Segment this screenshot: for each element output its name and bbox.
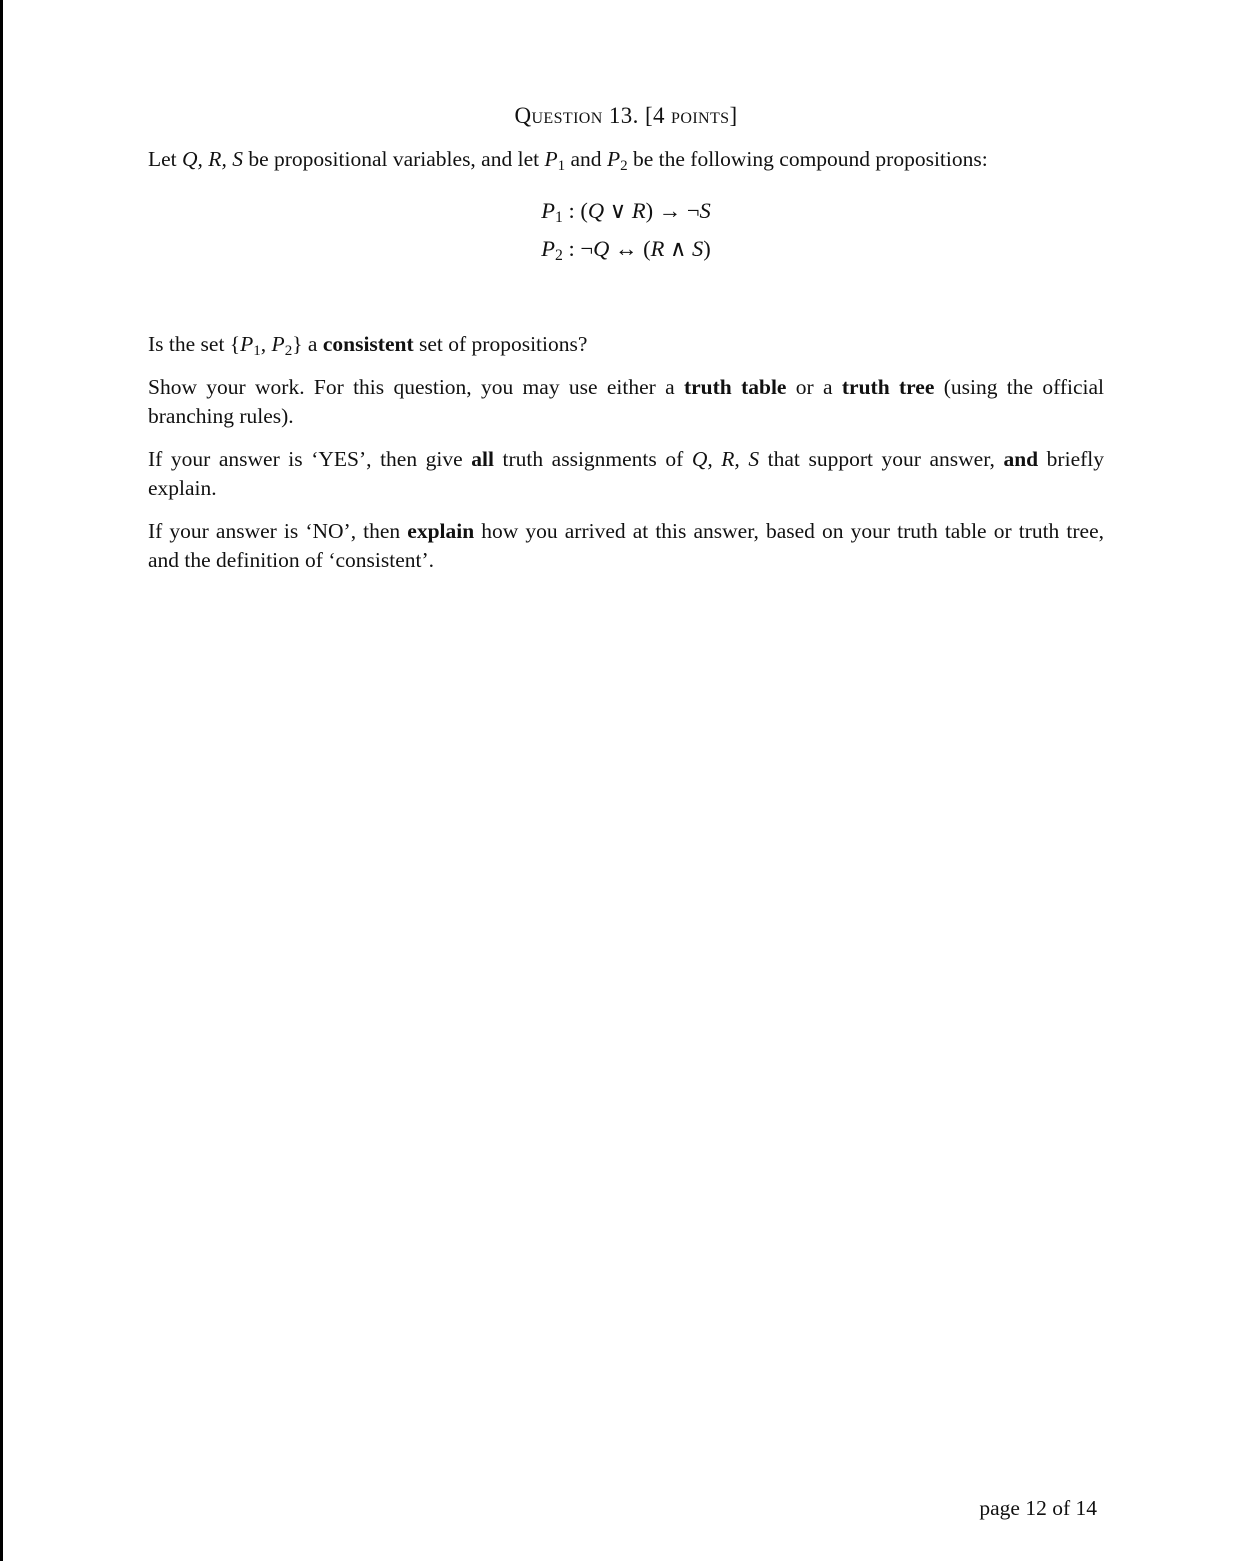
text-segment: set of propositions? bbox=[413, 332, 588, 356]
open-paren: ( bbox=[643, 236, 651, 261]
subscript: 2 bbox=[554, 246, 563, 264]
and-symbol: ∧ bbox=[664, 236, 693, 261]
iff-symbol: ↔ bbox=[609, 236, 644, 261]
bold-keyword: consistent bbox=[322, 332, 414, 356]
close-paren: ) bbox=[645, 198, 654, 223]
bold-keyword: truth table bbox=[683, 375, 787, 399]
subscript: 1 bbox=[557, 157, 566, 174]
not-symbol: ¬ bbox=[580, 236, 594, 261]
text-segment: and bbox=[565, 147, 607, 171]
page-number: page 12 of 14 bbox=[979, 1496, 1097, 1520]
text-segment: be propositional variables, and let bbox=[242, 147, 545, 171]
text-segment: , bbox=[260, 332, 272, 356]
intro-paragraph bbox=[148, 145, 1104, 174]
bold-keyword: and bbox=[1003, 447, 1039, 471]
implies-symbol: → bbox=[653, 198, 687, 223]
text-segment: truth assignments of bbox=[493, 447, 692, 471]
text-segment: If your answer is ‘YES’, then give bbox=[148, 447, 472, 471]
variable-p: P bbox=[544, 147, 558, 171]
text-segment: (using the official branching rules). bbox=[148, 375, 1105, 428]
math-variables: Q, R, S bbox=[691, 447, 760, 471]
math-line-p1 bbox=[148, 192, 1104, 230]
text-segment: briefly explain. bbox=[148, 447, 1104, 500]
math-token: Q bbox=[587, 198, 605, 223]
subscript: 1 bbox=[253, 342, 261, 359]
variable-p: P bbox=[271, 332, 285, 356]
consistency-question-paragraph bbox=[148, 330, 1104, 359]
math-token: R bbox=[650, 236, 665, 261]
text-segment: or a bbox=[786, 375, 842, 399]
text-segment: how you arrived at this answer, based on your truth table or truth tree, and the definition of ‘consistent’. bbox=[148, 519, 1104, 572]
text-segment: that support your answer, bbox=[759, 447, 1004, 471]
math-variables: Q, R, S bbox=[182, 147, 243, 171]
text-segment: } a bbox=[292, 332, 323, 356]
yes-case-paragraph bbox=[148, 445, 1104, 503]
math-token: P bbox=[541, 198, 555, 223]
math-token: S bbox=[699, 198, 711, 223]
math-block bbox=[148, 192, 1104, 268]
bold-keyword: truth tree bbox=[841, 375, 935, 399]
subscript: 2 bbox=[284, 342, 293, 359]
not-symbol: ¬ bbox=[686, 198, 700, 223]
math-token: S bbox=[692, 236, 704, 261]
math-token: R bbox=[631, 198, 646, 223]
no-case-paragraph bbox=[148, 517, 1104, 575]
bold-keyword: explain bbox=[407, 519, 475, 543]
variable-p: P bbox=[240, 332, 254, 356]
question-title: Question 13. [4 points] bbox=[514, 103, 738, 128]
bold-keyword: all bbox=[471, 447, 494, 471]
close-paren: ) bbox=[703, 236, 711, 261]
text-segment: Is the set { bbox=[148, 332, 241, 356]
text-segment: Let bbox=[148, 147, 183, 171]
variable-p: P bbox=[606, 147, 621, 171]
math-token: : bbox=[562, 236, 581, 261]
subscript: 1 bbox=[554, 208, 563, 226]
math-token: : bbox=[562, 198, 581, 223]
show-work-paragraph bbox=[148, 373, 1104, 431]
math-token: P bbox=[541, 236, 555, 261]
text-segment: If your answer is ‘NO’, then bbox=[148, 519, 408, 543]
open-paren: ( bbox=[580, 198, 588, 223]
text-segment: Show your work. For this question, you may use either a bbox=[148, 375, 684, 399]
text-segment: be the following compound propositions: bbox=[627, 147, 988, 171]
or-symbol: ∨ bbox=[604, 198, 632, 223]
math-line-p2 bbox=[148, 230, 1104, 268]
page-content bbox=[148, 0, 1104, 575]
math-token: Q bbox=[593, 236, 610, 261]
subscript: 2 bbox=[620, 157, 628, 174]
